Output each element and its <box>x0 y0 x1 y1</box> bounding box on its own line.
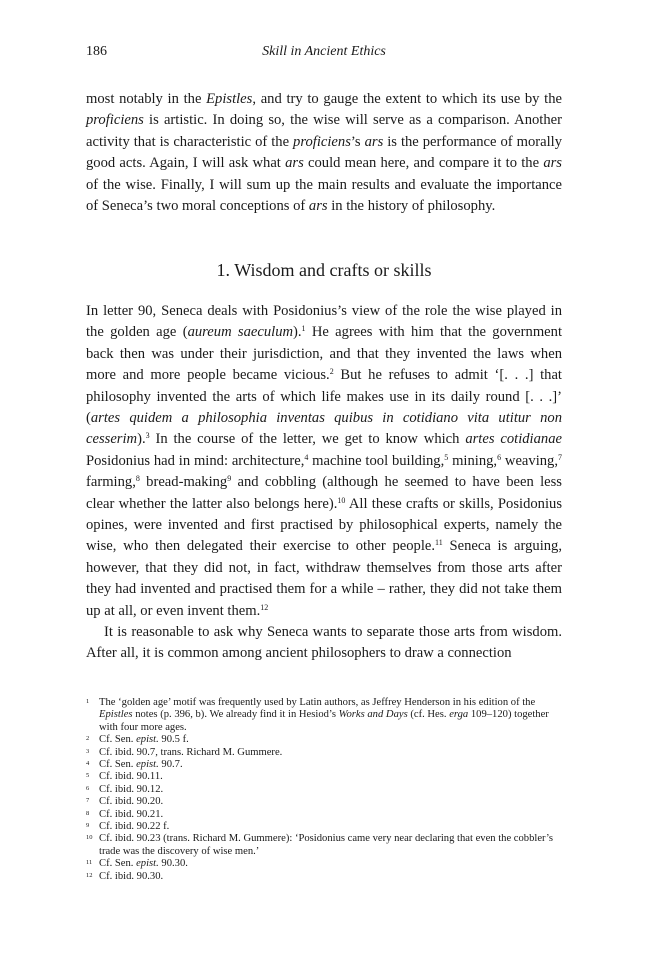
footnote <box>86 784 562 796</box>
text-run: Cf. Sen. <box>99 858 137 870</box>
italic-text: epist. <box>136 759 159 771</box>
footnote <box>86 871 562 883</box>
footnote-ref[interactable]: 9 <box>227 474 232 484</box>
running-head: Skill in Ancient Ethics <box>262 44 386 59</box>
text-run: is artistic. In doing so, the wise will serve as a comparison. Another activity that is characteristic of the <box>86 112 562 150</box>
italic-text: Works and Days <box>338 709 408 721</box>
text-run: and cobbling (although he seemed to have been less clear whether the latter also belongs here). <box>86 474 562 512</box>
body-paragraph-1 <box>86 301 562 622</box>
footnote-ref[interactable]: 11 <box>435 538 443 548</box>
text-run: ’s <box>350 133 365 150</box>
section-heading: 1. Wisdom and crafts or skills <box>216 260 432 280</box>
text-run: ). <box>137 431 146 448</box>
text-run: In letter 90, Seneca deals with Posidonius’s view of the role the wise played in the golden age ( <box>86 303 562 341</box>
text-run: But he refuses to admit ‘[. . .] that philosophy invented the arts of which life makes use in its daily round [. . .]’ ( <box>86 367 562 427</box>
italic-text: ars <box>543 155 562 172</box>
footnote <box>86 833 562 858</box>
footnote-ref[interactable]: 5 <box>444 452 449 462</box>
footnote-ref[interactable]: 3 <box>145 431 150 441</box>
text-run: Cf. ibid. 90.12. <box>99 783 164 795</box>
text-run: In the course of the letter, we get to know which <box>149 431 466 448</box>
footnote-mark: 5 <box>86 772 90 780</box>
text-run: bread-making <box>139 474 228 491</box>
text-run: ). <box>293 324 302 341</box>
text-run: in the history of philosophy. <box>327 198 496 215</box>
italic-text: ars <box>285 155 304 172</box>
footnote-mark: 6 <box>86 784 90 792</box>
footnote <box>86 858 562 870</box>
footnote-ref[interactable]: 8 <box>135 474 140 484</box>
footnote-ref[interactable]: 1 <box>301 324 306 334</box>
text-run: He agrees with him that the government back then was under their jurisdiction, and that they invented the laws when more and more people became vicious. <box>86 324 563 384</box>
footnotes <box>86 697 562 883</box>
text-run: farming, <box>86 474 136 491</box>
footnote-mark: 12 <box>86 871 93 879</box>
text-run: 109–120) together with four more ages. <box>99 709 549 733</box>
footnote-ref[interactable]: 12 <box>260 602 269 612</box>
italic-text: epist. <box>136 734 159 746</box>
footnote <box>86 697 562 734</box>
text-run: Cf. Sen. <box>99 734 137 746</box>
footnote <box>86 734 562 746</box>
footnote <box>86 759 562 771</box>
footnote-ref[interactable]: 7 <box>558 452 562 462</box>
italic-text: artes quidem a philosophia inventas quibus in cotidiano vita utitur non cesserim <box>86 410 562 448</box>
italic-text: Epistles <box>99 709 133 721</box>
italic-text: proficiens <box>86 112 144 129</box>
text-run: Cf. ibid. 90.7, trans. Richard M. Gummere. <box>99 746 283 758</box>
footnote <box>86 771 562 783</box>
text-run: 90.30. <box>158 858 188 870</box>
page-number: 186 <box>86 44 107 59</box>
footnote-mark: 2 <box>86 735 90 743</box>
body-paragraph-2 <box>86 622 562 665</box>
text-run: Cf. ibid. 90.20. <box>99 796 164 808</box>
footnote-mark: 1 <box>86 698 90 705</box>
italic-text: epist. <box>136 858 159 870</box>
text-run: weaving, <box>501 452 558 469</box>
footnote <box>86 809 562 821</box>
italic-text: erga <box>449 709 469 721</box>
text-run: mining, <box>448 452 498 469</box>
text-run: Cf. Sen. <box>99 759 137 771</box>
footnote-mark: 4 <box>86 760 90 768</box>
text-run: Cf. ibid. 90.21. <box>99 808 164 820</box>
text-run: All these crafts or skills, Posidonius opines, were invented and first practised by philosophical experts, namely the wise, who then delegated their exercise to other people. <box>86 495 562 555</box>
text-run: of the wise. Finally, I will sum up the main results and evaluate the importance of Seneca’s two moral conceptions of <box>86 176 562 215</box>
text-run: Cf. ibid. 90.22 f. <box>99 821 170 833</box>
footnote-ref[interactable]: 2 <box>329 367 334 377</box>
footnote <box>86 747 562 759</box>
italic-text: proficiens <box>293 133 351 150</box>
italic-text: ars <box>308 198 328 215</box>
text-run: notes (p. 396, b). We already find it in Hesiod’s <box>132 709 339 721</box>
footnote-ref[interactable]: 4 <box>304 452 309 462</box>
text-run: machine tool building, <box>308 452 445 469</box>
italic-text: artes cotidianae <box>465 431 562 448</box>
text-run: could mean here, and compare it to the <box>303 155 544 172</box>
text-run: (cf. Hes. <box>407 709 450 721</box>
text-run: is the performance of morally good acts. Again, I will ask what <box>86 133 562 172</box>
text-run: Cf. ibid. 90.23 (trans. Richard M. Gummere): ‘Posidonius came very near declaring that even the cobbler’s trade was the discovery of wise men.’ <box>99 833 554 857</box>
paragraph-text: It is reasonable to ask why Seneca wants to separate those arts from wisdom. After all, it is common among ancient philosophers to draw a connection <box>86 624 562 662</box>
text-run: The ‘golden age’ motif was frequently used by Latin authors, as Jeffrey Henderson in his edition of the <box>99 697 536 708</box>
italic-text: aureum saeculum <box>187 324 294 341</box>
footnote-mark: 9 <box>86 822 90 830</box>
footnote-ref[interactable]: 6 <box>497 452 502 462</box>
footnote <box>86 796 562 808</box>
text-run: Posidonius had in mind: architecture, <box>86 452 305 469</box>
text-run: , and try to gauge the extent to which its use by the <box>252 91 562 107</box>
footnote-ref[interactable]: 10 <box>337 495 346 505</box>
text-run: Seneca is arguing, however, that they did not, in fact, withdraw themselves from those arts after they had invented and practised them for a while – rather, they did not take them up at all, or even invent them. <box>86 538 562 619</box>
footnote-mark: 7 <box>86 797 90 805</box>
italic-text: ars <box>364 133 384 150</box>
text-run: 90.7. <box>158 759 183 771</box>
italic-text: Epistles <box>206 91 253 107</box>
footnote-mark: 10 <box>86 834 93 842</box>
footnote-mark: 3 <box>86 747 90 755</box>
footnote-mark: 11 <box>86 859 93 867</box>
page-header <box>86 44 562 64</box>
intro-paragraph <box>86 89 562 217</box>
text-run: 90.5 f. <box>158 734 189 746</box>
text-run: Cf. ibid. 90.30. <box>99 870 164 882</box>
footnote <box>86 821 562 833</box>
text-run: most notably in the <box>86 91 207 107</box>
text-run: Cf. ibid. 90.11. <box>99 771 163 783</box>
footnote-mark: 8 <box>86 809 90 817</box>
